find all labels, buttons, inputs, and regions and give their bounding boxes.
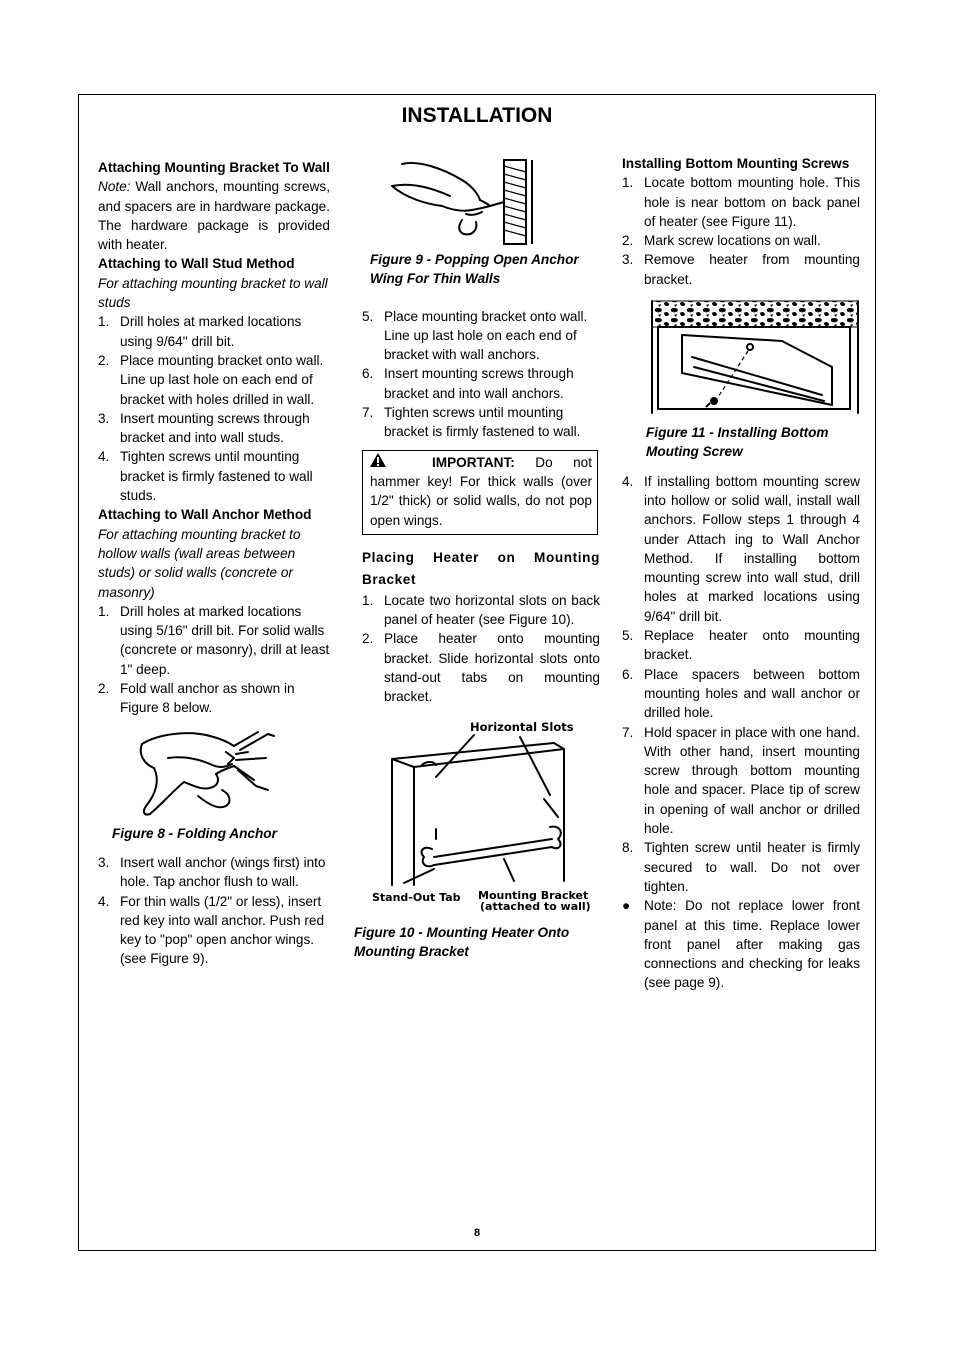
section-heading-wall-anchor: Attaching to Wall Anchor Method (98, 507, 312, 523)
note-bullet-item (622, 896, 860, 992)
column-right (622, 154, 860, 993)
list-item (98, 679, 330, 718)
list-item-text: Locate bottom mounting hole. This hole is near bottom on back panel of heater (see Figure 11). (644, 175, 860, 229)
figure-11-caption: Figure 11 - Installing Bottom Mouting Screw (646, 425, 829, 460)
section-heading-wall-stud: Attaching to Wall Stud Method (98, 256, 295, 272)
placing-heater-steps (362, 591, 600, 707)
list-item-text: Drill holes at marked locations using 5/16" drill bit. For solid walls (concrete or masonry), drill at least 1" deep. (120, 603, 330, 677)
list-item (622, 723, 860, 839)
list-item-number: 7. (362, 405, 374, 421)
list-item (622, 838, 860, 896)
list-item-text: Hold spacer in place with one hand. With other hand, insert mounting screw through bottom mounting hole and spacer. Place tip of screw in opening of wall anchor or drilled hole. (644, 724, 860, 837)
figure-9-popping-anchor (362, 150, 600, 248)
list-item-number: 1. (98, 314, 110, 330)
bullet-icon: ● (622, 898, 631, 914)
bottom-screw-steps-b (622, 472, 860, 897)
hardware-note (98, 177, 330, 254)
list-item-number: 2. (98, 681, 110, 697)
list-item (98, 853, 330, 892)
list-item-number: 5. (362, 308, 374, 324)
list-item (622, 173, 860, 231)
page-title: INSTALLATION (401, 104, 553, 127)
label-mounting-bracket: Mounting Bracket (478, 888, 589, 902)
list-item-text: Tighten screws until mounting bracket is firmly fastened to wall. (384, 405, 581, 440)
figure-11-bottom-screw (622, 297, 860, 421)
list-item (362, 403, 600, 442)
list-item (362, 307, 600, 365)
list-item-text: Place mounting bracket onto wall. Line up last hole on each end of bracket with wall anchors. (384, 308, 588, 363)
list-item-number: 7. (622, 724, 634, 740)
label-attached-to-wall: (attached to wall) (480, 899, 591, 913)
list-item-number: 4. (622, 473, 634, 489)
figure-10-caption: Figure 10 - Mounting Heater Onto Mounting Bracket (354, 924, 570, 959)
figure-8-folding-anchor (98, 724, 330, 820)
list-item-text: Locate two horizontal slots on back panel of heater (see Figure 10). (384, 592, 600, 628)
list-item-text: Remove heater from mounting bracket. (644, 252, 860, 287)
list-item (98, 892, 330, 969)
list-item (622, 665, 860, 723)
section-heading-mounting-bracket: Attaching Mounting Bracket To Wall (98, 160, 330, 175)
list-item (622, 250, 860, 289)
list-item-number: 4. (98, 449, 110, 465)
list-item-text: Tighten screw until heater is firmly secured to wall. Do not over tighten. (644, 840, 860, 894)
figure-8-caption: Figure 8 - Folding Anchor (112, 825, 277, 841)
list-item-text: Place spacers between bottom mounting holes and wall anchor or drilled hole. (644, 666, 860, 721)
section-subtitle-wall-stud: For attaching mounting bracket to wall studs (98, 275, 328, 311)
list-item-number: 1. (622, 175, 634, 191)
important-label: IMPORTANT: (432, 454, 515, 470)
list-item-text: Drill holes at marked locations using 9/64" drill bit. (120, 314, 302, 349)
wall-anchor-steps-b (98, 853, 330, 969)
warning-triangle-icon (370, 453, 388, 472)
list-item (362, 629, 600, 706)
list-item-number: 3. (98, 410, 110, 426)
section-subtitle-wall-anchor: For attaching mounting bracket to hollow walls (wall areas between studs) or solid walls (concrete or masonry) (98, 526, 301, 600)
list-item-text: Fold wall anchor as shown in Figure 8 below. (120, 681, 295, 716)
section-heading-placing-heater: Placing Heater on Mounting Bracket (362, 549, 600, 587)
list-item-text: Tighten screws until mounting bracket is firmly fastened to wall studs. (120, 449, 313, 504)
label-horizontal-slots: Horizontal Slots (470, 719, 574, 734)
important-warning-box (362, 450, 598, 535)
wall-anchor-steps-a (98, 602, 330, 718)
note-text: Wall anchors, mounting screws, and spacers are in hardware package. The hardware package is provided with heater. (98, 179, 330, 253)
list-item-number: 4. (98, 893, 110, 909)
label-stand-out-tab: Stand-Out Tab (372, 890, 461, 904)
list-item-number: 1. (362, 592, 374, 608)
list-item-number: 6. (622, 666, 634, 682)
bracket-steps (362, 307, 600, 442)
list-item (362, 591, 600, 630)
list-item-text: Mark screw locations on wall. (644, 233, 821, 249)
list-item-text: Insert wall anchor (wings first) into hole. Tap anchor flush to wall. (120, 854, 326, 890)
list-item-text: Place mounting bracket onto wall. Line up last hole on each end of bracket with holes drilled in wall. (120, 352, 324, 407)
list-item (622, 231, 860, 250)
figure-9-caption: Figure 9 - Popping Open Anchor Wing For Thin Walls (370, 252, 579, 287)
list-item-text: Replace heater onto mounting bracket. (644, 628, 860, 663)
section-heading-bottom-screws: Installing Bottom Mounting Screws (622, 156, 850, 171)
list-item (622, 472, 860, 626)
page-number: 8 (473, 1227, 481, 1239)
list-item-text: Place heater onto mounting bracket. Slide horizontal slots onto stand-out tabs on mounting bracket. (384, 631, 600, 705)
list-item (622, 626, 860, 665)
list-item-number: 5. (622, 628, 634, 644)
list-item-text: For thin walls (1/2" or less), insert red key into wall anchor. Push red key to "pop" open anchor wings. (see Figure 9). (120, 893, 325, 967)
list-item (362, 364, 600, 403)
list-item-number: 2. (622, 233, 634, 249)
list-item (98, 312, 330, 351)
figure-10-mounting-heater (354, 719, 592, 923)
important-text: Do not hammer key! For thick walls (over 1/2" thick) or solid walls, do not pop open wings. (370, 454, 592, 528)
screw-icon (706, 397, 718, 407)
list-item (98, 351, 330, 409)
list-item-text: Insert mounting screws through bracket and into wall anchors. (384, 366, 574, 401)
list-item-number: 2. (98, 352, 110, 368)
bottom-screw-steps-a (622, 173, 860, 289)
wall-stud-steps (98, 312, 330, 505)
list-item-number: 3. (98, 854, 110, 870)
list-item-number: 6. (362, 366, 374, 382)
list-item-number: 2. (362, 631, 374, 647)
note-label: Note: (98, 179, 131, 195)
list-item-number: 1. (98, 603, 110, 619)
list-item (98, 447, 330, 505)
column-left (98, 158, 330, 969)
list-item-text: Insert mounting screws through bracket and into wall studs. (120, 410, 310, 446)
list-item (98, 602, 330, 679)
lower-panel-note: Note: Do not replace lower front panel at this time. Replace lower front panel after making gas connections and checking for leaks (see page 9). (644, 898, 860, 991)
list-item (98, 409, 330, 448)
list-item-text: If installing bottom mounting screw into hollow or solid wall, install wall anchors. Follow steps 1 through 4 under Attach ing to Wall Anchor Method. If installing bottom mounting screw into wall stud, drill holes at marked locations using 9/64" drill bit. (644, 473, 860, 624)
list-item-number: 8. (622, 840, 634, 856)
column-middle (354, 150, 600, 961)
list-item-number: 3. (622, 252, 634, 268)
